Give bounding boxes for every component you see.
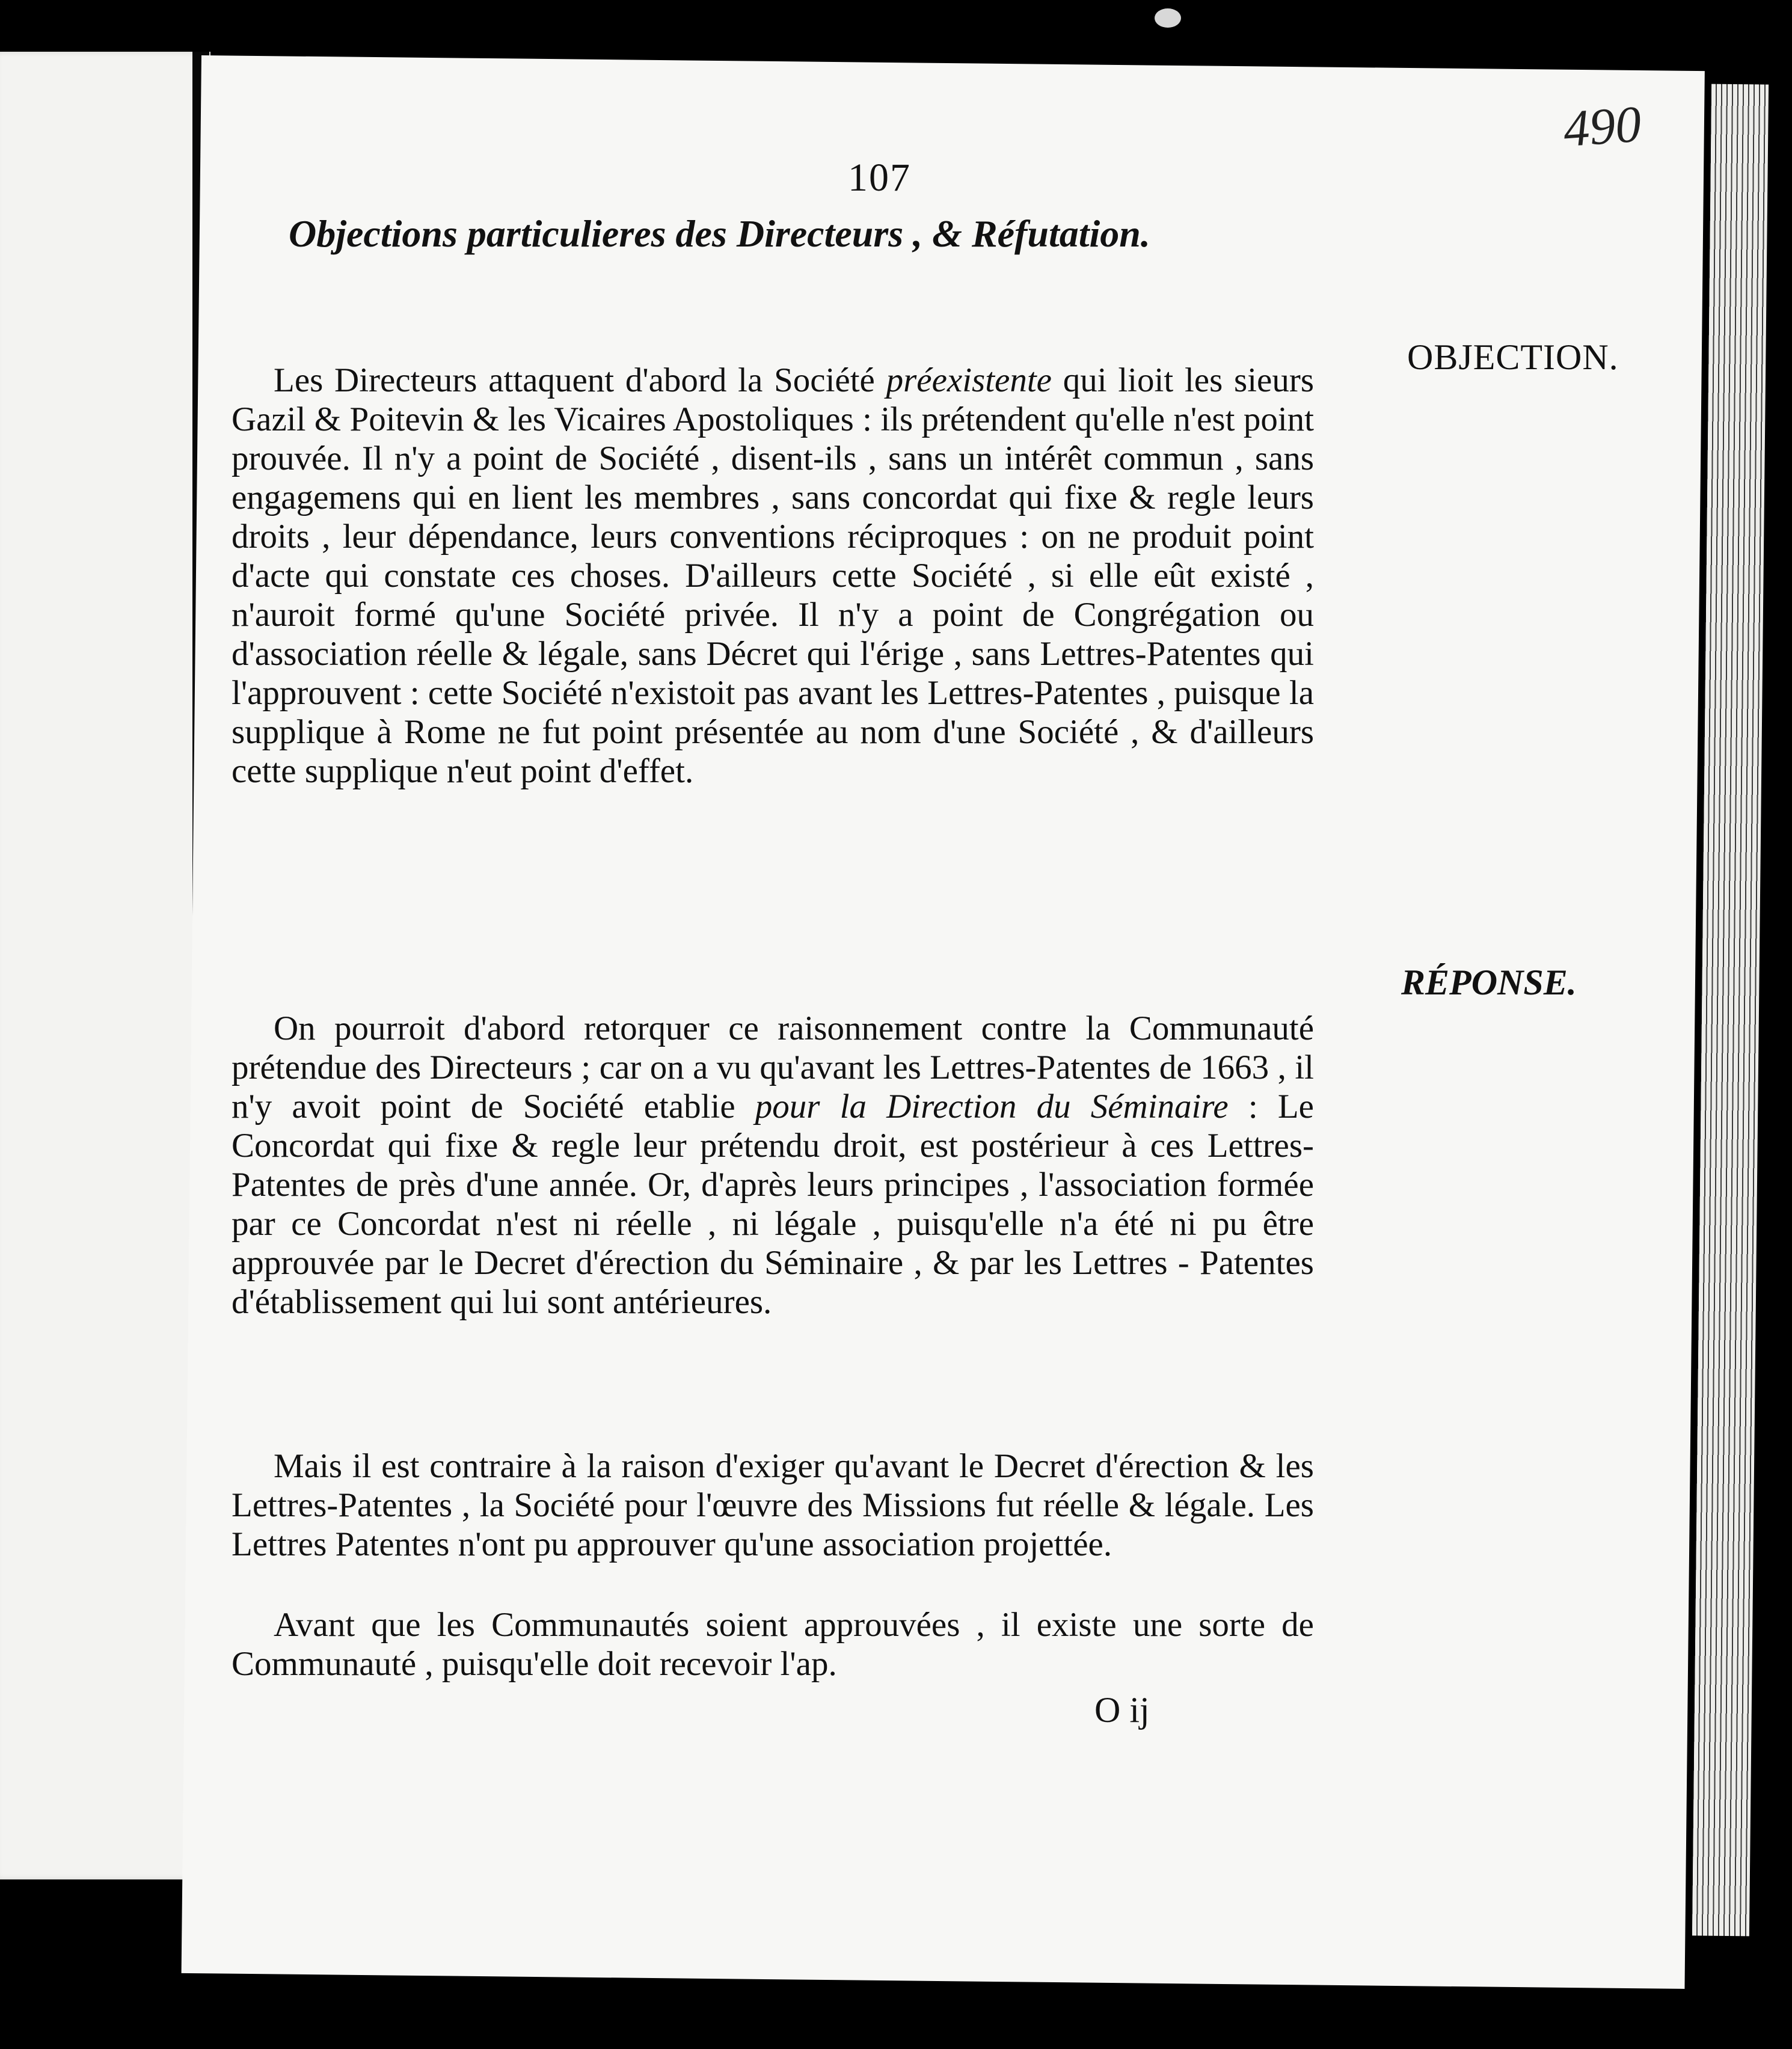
paragraph-text: : Le Concordat qui fixe & regle leur prétendu droit, est postérieur à ces Lettres-Patentes de près d'une année. Or, d'après leurs principes , l'association formée par ce Concordat n'est ni réelle , ni légale , puisqu'elle n'a été ni pu être approuvée par le Decret d'érection du Séminaire , & par les Lettres - Patentes d'établissement qui lui sont antérieures. <box>232 1088 1314 1321</box>
folio-number: 490 <box>1561 94 1643 158</box>
page-edges <box>1692 84 1769 1937</box>
paragraph-text: On pourroit d'abord retorquer ce raisonnement contre la Communauté prétendue des Directeurs ; car on a vu qu'avant les Lettres-Patentes de 1663 , il n'y avoit point de Société etablie <box>232 1009 1314 1126</box>
scan-speck <box>1155 8 1181 28</box>
paragraph-italic: préexistente <box>886 361 1052 399</box>
paragraph-text: Avant que les Communautés soient approuvées , il existe une sorte de Communauté , puisqu'elle doit recevoir l'ap. <box>232 1606 1314 1683</box>
margin-note-objection: OBJECTION. <box>1407 337 1619 377</box>
paragraph-text: Mais il est contraire à la raison d'exiger qu'avant le Decret d'érection & les Lettres-Patentes , la Société pour l'œuvre des Missions fut réelle & légale. Les Lettres Patentes n'ont pu approuver qu'une association projettée. <box>232 1447 1314 1563</box>
margin-note-reponse: RÉPONSE. <box>1401 963 1577 1002</box>
facing-page <box>0 52 210 1879</box>
paragraph-text: Les Directeurs attaquent d'abord la Société <box>274 361 886 399</box>
page-number: 107 <box>848 156 911 200</box>
signature-mark: O ij <box>1094 1690 1150 1730</box>
paragraph-objection <box>232 361 1314 791</box>
paragraph-text: qui lioit les sieurs Gazil & Poitevin & les Vicaires Apostoliques : ils prétendent qu'elle n'est point prouvée. Il n'y a point de Société , disent-ils , sans un intérêt commun , sans engagemens qui en lient les membres , sans concordat qui fixe & regle leurs droits , leur dépendance, leurs conventions réciproques : on ne produit point d'acte qui constate ces choses. D'ailleurs cette Société , si elle eût existé , n'auroit formé qu'une Société privée. Il n'y a point de Congrégation ou d'association réelle & légale, sans Décret qui l'érige , sans Lettres-Patentes qui l'approuvent : cette Société n'existoit pas avant les Lettres-Patentes , puisque la supplique à Rome ne fut point présentée au nom d'une Société , & d'ailleurs cette supplique n'eut point d'effet. <box>232 361 1315 790</box>
paragraph-4 <box>232 1605 1314 1683</box>
section-heading: Objections particulieres des Directeurs , & Réfutation. <box>289 212 1150 255</box>
paragraph-reponse <box>232 1009 1314 1322</box>
paragraph-italic: pour la Direction du Séminaire <box>755 1088 1229 1126</box>
paragraph-3 <box>232 1447 1314 1564</box>
